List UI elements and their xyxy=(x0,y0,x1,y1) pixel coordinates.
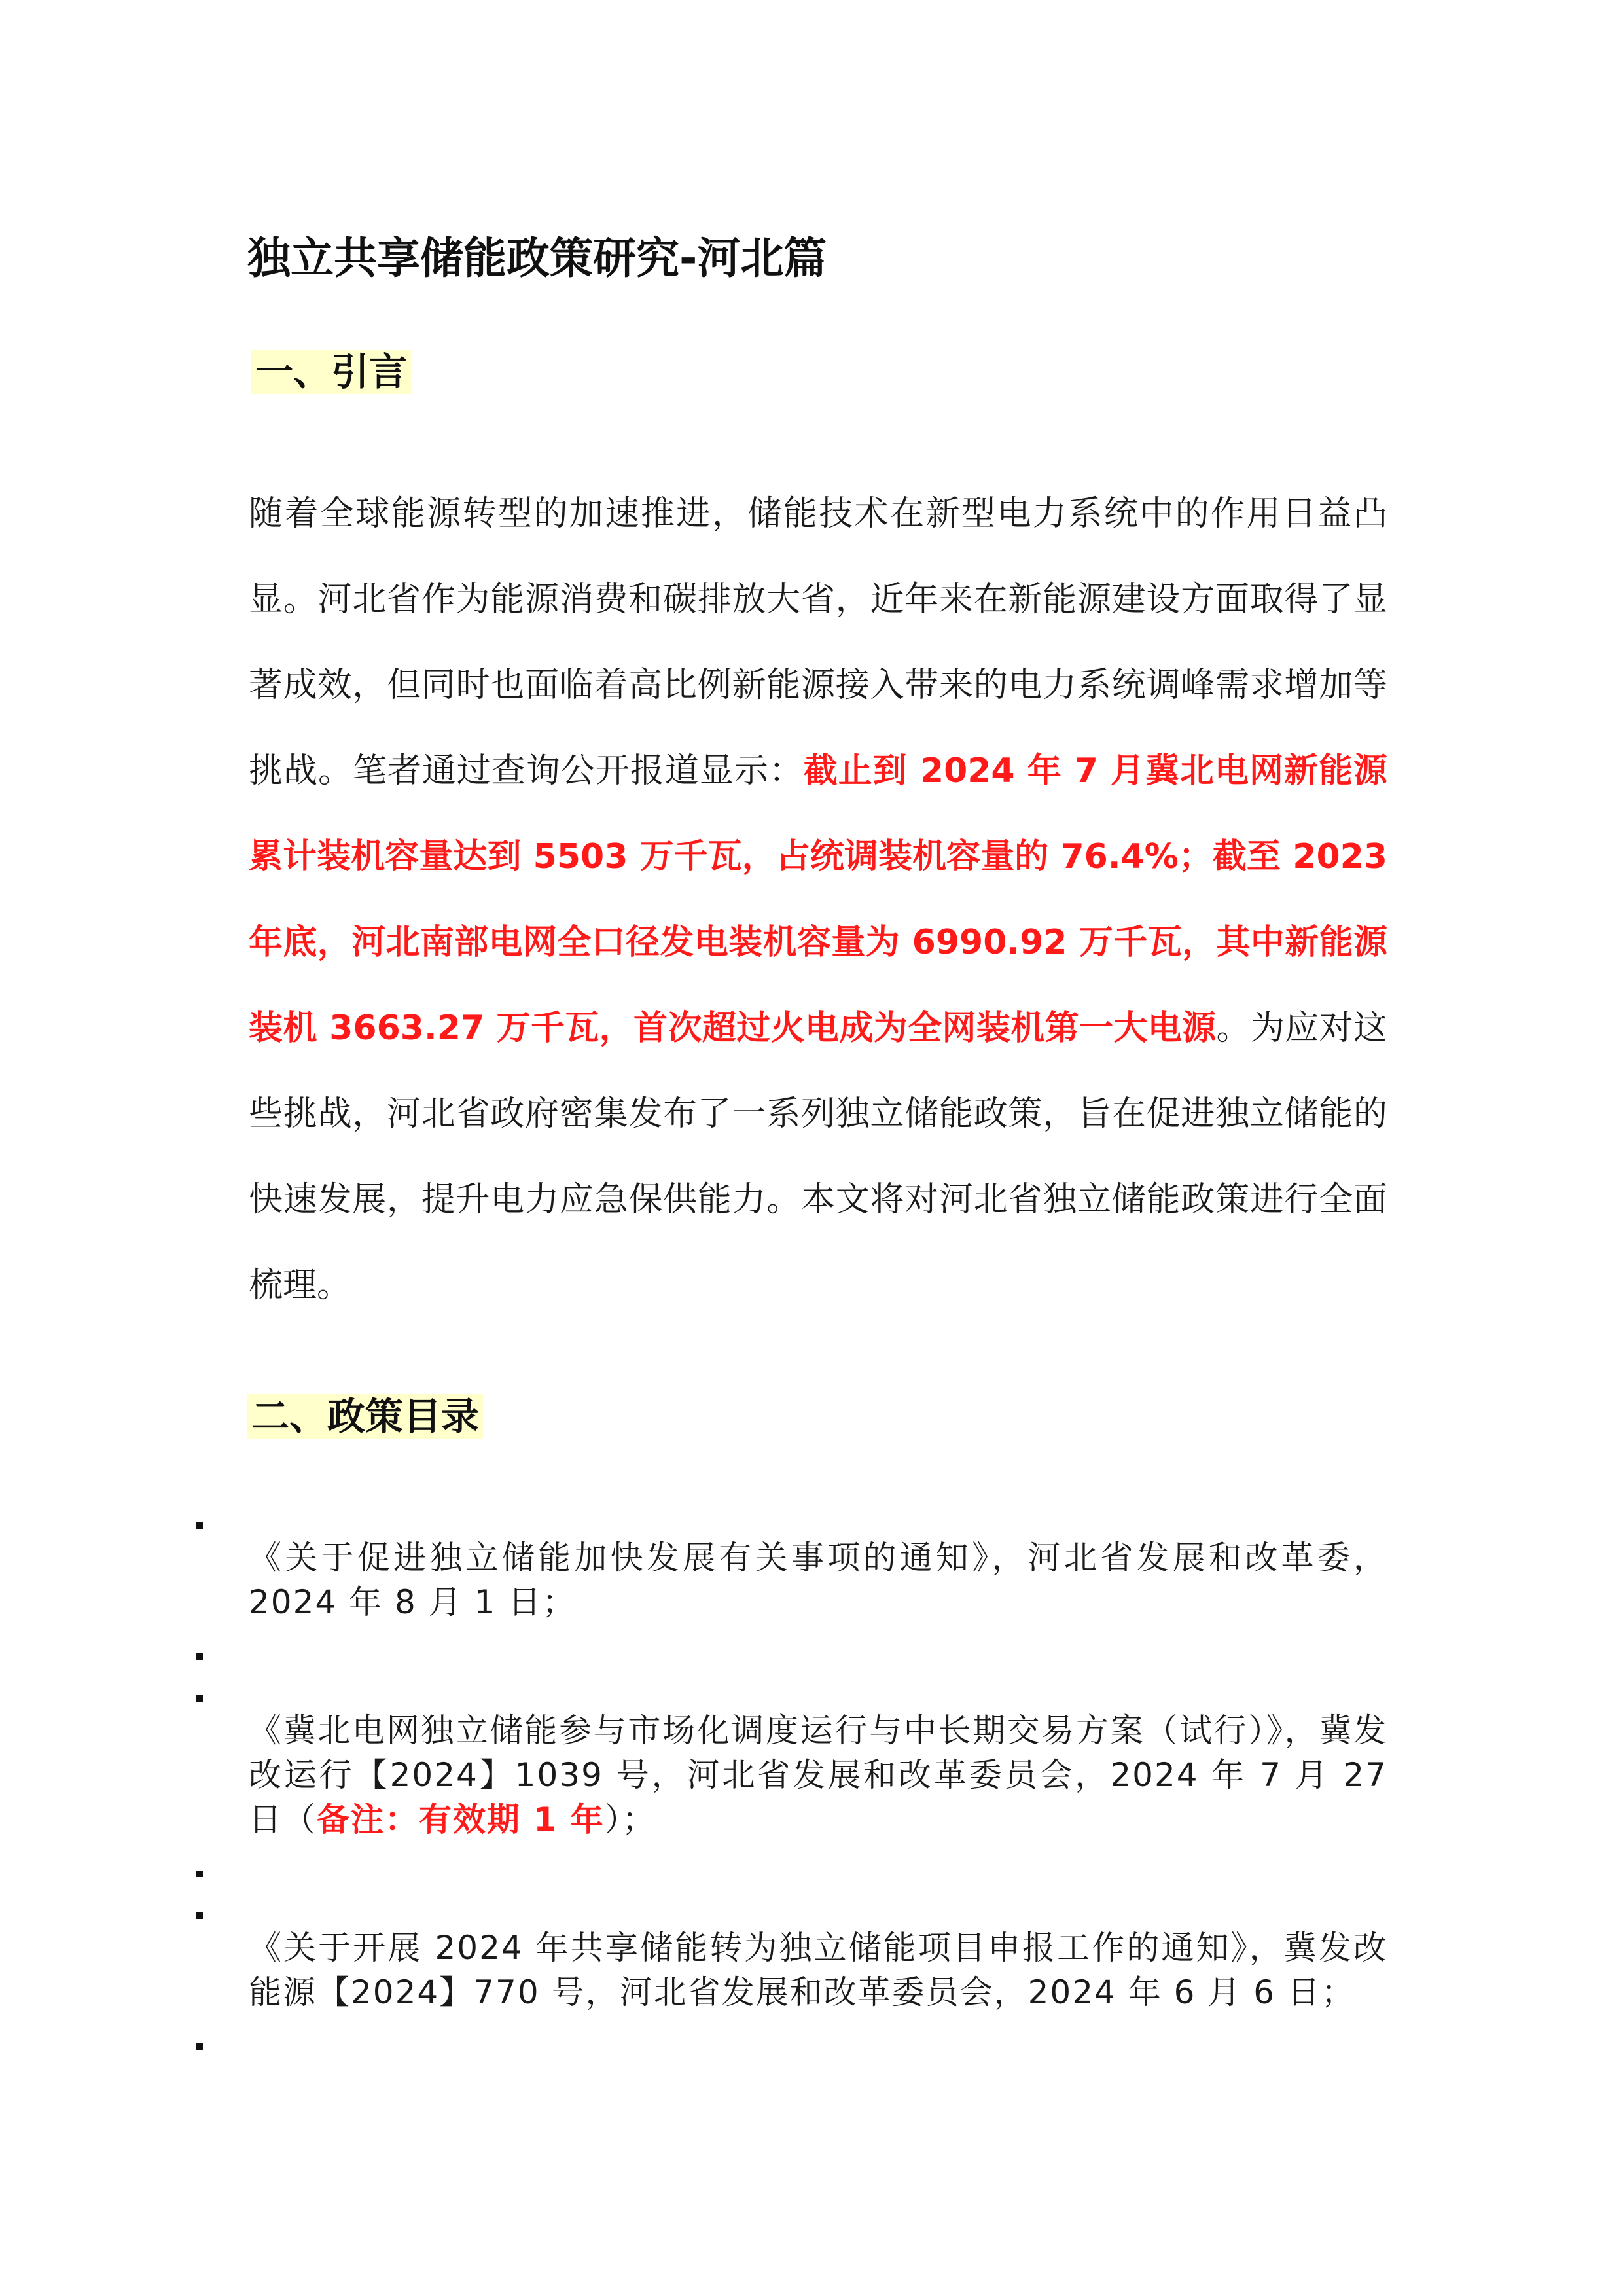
policy-list-item xyxy=(249,1535,1387,1624)
list-bullet xyxy=(196,1871,203,1877)
policy-item-text: 《关于开展 2024 年共享储能转为独立储能项目申报工作的通知》，冀发改能源【2024】770 号，河北省发展和改革委员会，2024 年 6 月 6 日； xyxy=(249,1929,1387,2011)
intro-paragraph xyxy=(249,471,1387,1329)
list-bullet xyxy=(196,1653,203,1660)
policy-item-text: 《关于促进独立储能加快发展有关事项的通知》，河北省发展和改革委，2024 年 8 月 1 日； xyxy=(249,1539,1387,1621)
policy-list-item xyxy=(249,1708,1387,1842)
policy-list-item xyxy=(249,1926,1387,2015)
intro-highlight-statistics: 截止到 2024 年 7 月冀北电网新能源累计装机容量达到 5503 万千瓦，占统调装机容量的 76.4%；截至 2023 年底，河北南部电网全口径发电装机容量为 6990.92 万千瓦，其中新能源装机 3663.27 万千瓦，首次超过火电成为全网装机第一大电源 xyxy=(249,751,1387,1048)
document-title: 独立共享储能政策研究-河北篇 xyxy=(247,233,827,283)
list-bullet xyxy=(196,1912,203,1919)
section-heading-introduction xyxy=(251,344,411,399)
intro-text-end: 。为应对这些挑战，河北省政府密集发布了一系列独立储能政策，旨在促进独立储能的快速发展，提升电力应急保供能力。本文将对河北省独立储能政策进行全面梳理。 xyxy=(249,1009,1387,1305)
policy-item-validity-note: 备注：有效期 1 年 xyxy=(317,1801,605,1839)
list-bullet xyxy=(196,1522,203,1529)
section-heading-policy-list xyxy=(247,1389,483,1444)
list-bullet xyxy=(196,1695,203,1702)
policy-item-text-suffix: ）； xyxy=(604,1801,656,1839)
intro-text-start: 随着全球能源转型的加速推进，储能技术在新型电力系统中的作用日益凸显。河北省作为能源消费和碳排放大省，近年来在新能源建设方面取得了显著成效，但同时也面临着高比例新能源接入带来的电力系统调峰需求增加等挑战。笔者通过查询公开报道显示： xyxy=(249,494,1387,791)
heading-highlight: 一、引言 xyxy=(251,350,411,394)
list-bullet xyxy=(196,2043,203,2050)
heading-highlight: 二、政策目录 xyxy=(247,1394,483,1439)
policy-item-text: 《冀北电网独立储能参与市场化调度运行与中长期交易方案（试行）》，冀发改运行【2024】1039 号，河北省发展和改革委员会，2024 年 7 月 27 日（ xyxy=(249,1712,1387,1839)
